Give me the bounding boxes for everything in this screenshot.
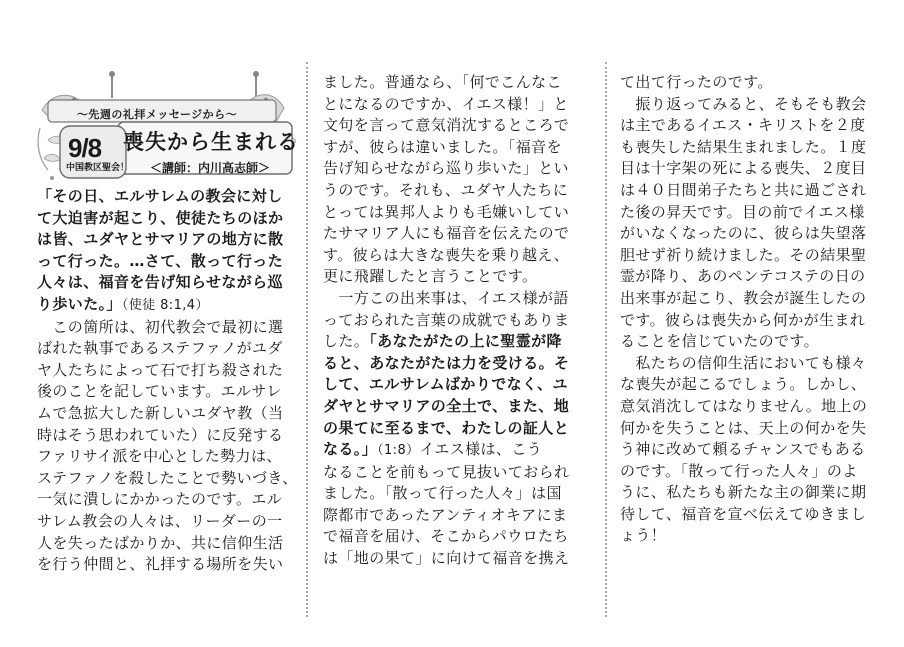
body-line: うのです。それも、ユダヤ人たちに bbox=[323, 180, 569, 199]
body-line: で福音を届け、そこからパウロたち bbox=[323, 527, 569, 546]
column-1 bbox=[37, 186, 299, 576]
scripture-line: ダヤとサマリアの全土で、また、地 bbox=[323, 396, 570, 415]
body-text: イエス様は、こう bbox=[419, 440, 543, 459]
body-line: サレム教会の人々は、リーダーの一 bbox=[37, 511, 283, 530]
body-line: 一気に潰しにかかったのです。エル bbox=[37, 490, 283, 509]
scripture-line: 「あなたがたの上に聖霊が降 bbox=[369, 332, 562, 351]
body-line: た後の昇天です。目の前でイエス様 bbox=[620, 202, 865, 221]
body-line: う神に改めて頼るチャンスでもある bbox=[620, 440, 866, 459]
body-line: 意気消沈してはなりません。地上の bbox=[620, 396, 868, 415]
scripture-line: して、エルサレムばかりでなく、ユ bbox=[323, 375, 568, 394]
scripture-line: なる。」 bbox=[323, 440, 378, 459]
body-line: て出て行ったのです。 bbox=[620, 73, 773, 91]
body-line: 告げ知らせながら巡り歩いた」とい bbox=[323, 159, 569, 178]
body-line-with-quote bbox=[323, 439, 599, 462]
body-line: ました。普通なら、「何でこんなこ bbox=[323, 73, 562, 91]
scripture-last-line bbox=[37, 294, 299, 317]
body-line: は４０日間弟子たちと共に過ごされ bbox=[620, 180, 867, 199]
body-text: した。 bbox=[323, 332, 370, 351]
body-line: は主であるイエス・キリストを２度 bbox=[620, 116, 866, 135]
header-subtitle: ～先週の礼拝メッセージから～ bbox=[76, 108, 238, 121]
scripture-line: って行った。…さて、散って行った bbox=[37, 251, 284, 270]
column-separator bbox=[605, 62, 607, 617]
body-line: ファリサイ派を中心とした勢力は、 bbox=[37, 447, 282, 466]
body-line: を行う仲間と、礼拝する場所を失い bbox=[37, 555, 284, 574]
body-line: です。彼らは喪失から何かが生まれ bbox=[620, 310, 866, 329]
body-line: っておられた言葉の成就でもありま bbox=[323, 310, 570, 329]
scripture-reference: （1:8） bbox=[377, 443, 420, 459]
body-line: 胆せず祈り続けました。その結果聖 bbox=[620, 245, 867, 264]
body-line: 待して、福音を宣べ伝えてゆきまし bbox=[620, 504, 867, 523]
body-line: のです。「散って行った人々」のよ bbox=[620, 461, 858, 480]
scripture-line: の果てに至るまで、わたしの証人と bbox=[323, 418, 570, 437]
body-line: とになるのですか、イエス様！」と bbox=[323, 94, 569, 113]
body-line: ムで急拡大した新しいユダヤ教（当 bbox=[37, 403, 284, 422]
scripture-line: は皆、ユダヤとサマリアの地方に散 bbox=[37, 230, 284, 249]
body-line: ばれた執事であるステファノがユダ bbox=[37, 339, 283, 358]
sermon-date: 9/8 bbox=[68, 133, 102, 163]
body-line: ました。「散って行った人々」は国 bbox=[323, 484, 562, 503]
body-line: うに、私たちも新たな主の御業に期 bbox=[620, 483, 867, 502]
body-line: 一方この出来事は、イエス様が語 bbox=[323, 288, 569, 307]
scripture-reference: （使徒 8:1,4） bbox=[121, 297, 209, 313]
body-line: 出来事が起こり、教会が誕生したの bbox=[620, 288, 867, 307]
body-line: 霊が降り、あのペンテコステの日の bbox=[620, 267, 866, 286]
body-line: 更に飛躍したと言うことです。 bbox=[323, 267, 538, 286]
body-line: ょう！ bbox=[620, 526, 667, 545]
body-line: 目は十字架の死による喪失、２度目 bbox=[620, 159, 867, 178]
body-line-with-quote bbox=[323, 331, 599, 353]
body-line: すが、彼らは違いました。「福音を bbox=[323, 137, 562, 156]
event-name: 中国教区聖会！ bbox=[66, 163, 130, 173]
scripture-line: り歩いた。」 bbox=[37, 294, 122, 313]
body-line: 際都市であったアンティオキアにま bbox=[323, 505, 568, 524]
body-line: 何かを失うことは、天上の何かを失 bbox=[620, 418, 867, 437]
body-line: 私たちの信仰生活においても様々 bbox=[620, 353, 867, 372]
speaker-label: ＜講師：内川高志師＞ bbox=[150, 161, 271, 175]
scripture-line: 「その日、エルサレムの教会に対し bbox=[37, 187, 283, 205]
column-3 bbox=[620, 72, 882, 547]
scripture-line: ると、あなたがたは力を受ける。そ bbox=[323, 353, 570, 372]
body-line: 後のことを記しています。エルサレ bbox=[37, 382, 282, 401]
sermon-title: 喪失から生まれる bbox=[123, 130, 299, 154]
body-line: とっては異邦人よりも毛嫌いしてい bbox=[323, 202, 570, 221]
column-separator bbox=[306, 62, 308, 617]
body-line: 時はそう思われていた）に反発する bbox=[37, 425, 284, 444]
body-line: ステファノを殺したことで勢いづき、 bbox=[37, 468, 298, 487]
body-line: がいなくなったのに、彼らは失望落 bbox=[620, 224, 867, 243]
scripture-line: て大迫害が起こり、使徒たちのほか bbox=[37, 208, 284, 227]
body-line: たサマリア人にも福音を伝えたので bbox=[323, 224, 570, 243]
body-line: ることを信じていたのです。 bbox=[620, 332, 820, 351]
body-line: す。彼らは大きな喪失を乗り越え、 bbox=[323, 245, 570, 264]
body-line: ヤ人たちによって石で打ち殺された bbox=[37, 360, 284, 379]
body-line: も喪失した結果生まれました。１度 bbox=[620, 137, 867, 156]
body-line: 人を失ったばかりか、共に信仰生活 bbox=[37, 533, 284, 552]
body-line: な喪失が起こるでしょう。しかし、 bbox=[620, 375, 867, 394]
body-line: この箇所は、初代教会で最初に選 bbox=[37, 317, 284, 336]
body-line: は「地の果て」に向けて福音を携え bbox=[323, 549, 570, 568]
body-line: 振り返ってみると、そもそも教会 bbox=[620, 94, 867, 113]
column-2 bbox=[323, 72, 599, 570]
body-line: なることを前もって見抜いておられ bbox=[323, 462, 570, 481]
body-line: 文句を言って意気消沈するところで bbox=[323, 116, 570, 135]
scripture-line: 人々は、福音を告げ知らせながら巡 bbox=[37, 273, 283, 292]
